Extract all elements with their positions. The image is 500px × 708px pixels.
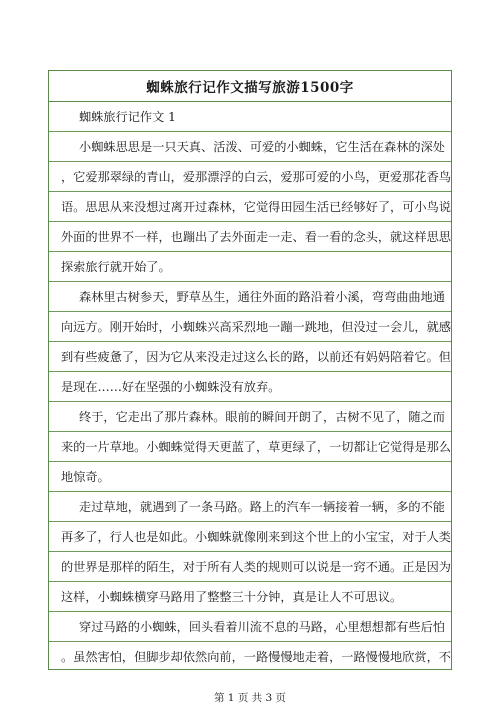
text-line: 小蜘蛛思思是一只天真、活泼、可爱的小蜘蛛，它生活在森林的深处: [79, 140, 445, 154]
document-title: 蜘蛛旅行记作文描写旅游1500字: [49, 71, 451, 102]
text-line: 向远方。刚开始时，小蜘蛛兴高采烈地一蹦一跳地，但没过一会儿，就感: [61, 320, 451, 334]
text-line: 森林里古树参天，野草丛生，通往外面的路沿着小溪，弯弯曲曲地通: [79, 290, 445, 304]
text-line: 这样，小蜘蛛横穿马路用了整整三十分钟，真是让人不可思议。: [61, 590, 403, 604]
section-heading: 蜘蛛旅行记作文 1: [79, 110, 176, 124]
text-line: 。虽然害怕，但脚步却依然向前，一路慢慢地走着，一路慢慢地欣赏，不: [61, 650, 451, 664]
document-body: [49, 102, 451, 670]
text-line: 走过草地，就遇到了一条马路。路上的汽车一辆接着一辆，多的不能: [79, 500, 445, 514]
text-line: 地惊奇。: [61, 470, 110, 484]
text-line: 再多了，行人也是如此。小蜘蛛就像刚来到这个世上的小宝宝，对于人类: [61, 530, 451, 544]
document-table: [48, 70, 452, 670]
text-line: 是现在……好在坚强的小蜘蛛没有放弃。: [61, 380, 281, 394]
text-line: 到有些疲惫了，因为它从来没走过这么长的路，以前还有妈妈陪着它。但: [61, 350, 451, 364]
text-line: 终于，它走出了那片森林。眼前的瞬间开朗了，古树不见了，随之而: [79, 410, 445, 424]
text-line: 穿过马路的小蜘蛛，回头看着川流不息的马路，心里想想都有些后怕: [79, 620, 445, 634]
text-line: ，它爱那翠绿的青山，爱那漂浮的白云，爱那可爱的小鸟，更爱那花香鸟: [61, 170, 451, 184]
text-line: 外面的世界不一样，也蹦出了去外面走一走、看一看的念头，就这样思思: [61, 230, 451, 244]
text-line: 语。思思从来没想过离开过森林，它觉得田园生活已经够好了，可小鸟说: [61, 200, 451, 214]
text-line: 探索旅行就开始了。: [61, 260, 171, 274]
text-line: 来的一片草地。小蜘蛛觉得天更蓝了，草更绿了，一切都让它觉得是那么: [61, 440, 451, 454]
text-line: 的世界是那样的陌生，对于所有人类的规则可以说是一窍不通。正是因为: [61, 560, 451, 574]
page-number: 第 1 页 共 3 页: [213, 692, 287, 704]
